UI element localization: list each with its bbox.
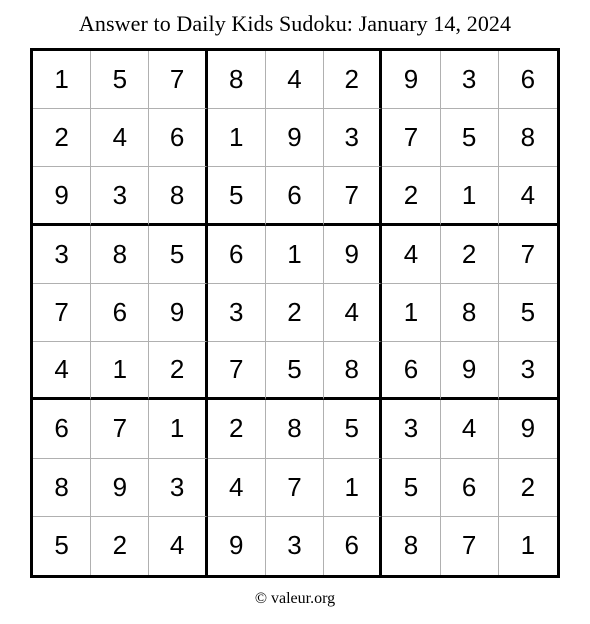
sudoku-cell: 2 xyxy=(149,342,207,400)
sudoku-cell: 1 xyxy=(91,342,149,400)
sudoku-cell: 8 xyxy=(149,167,207,225)
sudoku-cell: 3 xyxy=(208,284,266,342)
sudoku-board xyxy=(30,48,560,578)
sudoku-cell: 2 xyxy=(266,284,324,342)
sudoku-cell: 1 xyxy=(382,284,440,342)
sudoku-cell: 9 xyxy=(266,109,324,167)
sudoku-cell: 1 xyxy=(441,167,499,225)
sudoku-cell: 6 xyxy=(91,284,149,342)
sudoku-cell: 3 xyxy=(441,51,499,109)
sudoku-cell: 1 xyxy=(324,459,382,517)
sudoku-cell: 5 xyxy=(324,400,382,458)
sudoku-cell: 8 xyxy=(208,51,266,109)
sudoku-cell: 2 xyxy=(499,459,557,517)
sudoku-cell: 5 xyxy=(33,517,91,575)
sudoku-cell: 6 xyxy=(33,400,91,458)
sudoku-cell: 4 xyxy=(91,109,149,167)
sudoku-cell: 2 xyxy=(33,109,91,167)
sudoku-cell: 4 xyxy=(324,284,382,342)
sudoku-cell: 7 xyxy=(91,400,149,458)
sudoku-cell: 4 xyxy=(441,400,499,458)
sudoku-cell: 6 xyxy=(266,167,324,225)
sudoku-cell: 2 xyxy=(324,51,382,109)
sudoku-cell: 3 xyxy=(382,400,440,458)
sudoku-cell: 8 xyxy=(499,109,557,167)
sudoku-cell: 7 xyxy=(441,517,499,575)
sudoku-cell: 9 xyxy=(499,400,557,458)
sudoku-cell: 8 xyxy=(382,517,440,575)
sudoku-cell: 7 xyxy=(266,459,324,517)
sudoku-cell: 6 xyxy=(149,109,207,167)
sudoku-cell: 8 xyxy=(324,342,382,400)
sudoku-cell: 8 xyxy=(91,226,149,284)
sudoku-cell: 2 xyxy=(382,167,440,225)
sudoku-cell: 9 xyxy=(441,342,499,400)
sudoku-cell: 9 xyxy=(91,459,149,517)
sudoku-cell: 3 xyxy=(499,342,557,400)
sudoku-cell: 6 xyxy=(382,342,440,400)
sudoku-cell: 4 xyxy=(382,226,440,284)
copyright-footer: © valeur.org xyxy=(254,590,336,607)
sudoku-cell: 3 xyxy=(91,167,149,225)
sudoku-cell: 1 xyxy=(33,51,91,109)
sudoku-cell: 1 xyxy=(266,226,324,284)
sudoku-cell: 4 xyxy=(266,51,324,109)
sudoku-cell: 5 xyxy=(441,109,499,167)
sudoku-cell: 7 xyxy=(324,167,382,225)
sudoku-cell: 3 xyxy=(324,109,382,167)
sudoku-cell: 9 xyxy=(324,226,382,284)
sudoku-cell: 9 xyxy=(382,51,440,109)
sudoku-cell: 1 xyxy=(208,109,266,167)
sudoku-cell: 6 xyxy=(499,51,557,109)
sudoku-cell: 6 xyxy=(324,517,382,575)
sudoku-cell: 2 xyxy=(91,517,149,575)
sudoku-cell: 7 xyxy=(149,51,207,109)
sudoku-cell: 7 xyxy=(499,226,557,284)
sudoku-cell: 1 xyxy=(520,530,536,561)
sudoku-cell: 2 xyxy=(441,226,499,284)
sudoku-cell: 5 xyxy=(266,342,324,400)
sudoku-cell: 5 xyxy=(208,167,266,225)
sudoku-cell: 6 xyxy=(441,459,499,517)
sudoku-cell: 8 xyxy=(266,400,324,458)
sudoku-cell: 8 xyxy=(441,284,499,342)
sudoku-cell: 5 xyxy=(149,226,207,284)
sudoku-cell: 9 xyxy=(149,284,207,342)
sudoku-cell: 3 xyxy=(33,226,91,284)
sudoku-cell: 9 xyxy=(208,517,266,575)
sudoku-cell: 4 xyxy=(33,342,91,400)
sudoku-cell: 4 xyxy=(149,517,207,575)
sudoku-cell: 4 xyxy=(499,167,557,225)
sudoku-cell: 8 xyxy=(33,459,91,517)
sudoku-cell: 5 xyxy=(382,459,440,517)
sudoku-cell: 3 xyxy=(266,517,324,575)
sudoku-cell: 1 xyxy=(149,400,207,458)
sudoku-cell: 5 xyxy=(499,284,557,342)
sudoku-cell: 7 xyxy=(208,342,266,400)
sudoku-cell: 7 xyxy=(33,284,91,342)
sudoku-cell: 3 xyxy=(149,459,207,517)
page-title: Answer to Daily Kids Sudoku: January 14, 2024 xyxy=(78,11,512,36)
sudoku-cell: 4 xyxy=(208,459,266,517)
sudoku-cell: 6 xyxy=(208,226,266,284)
sudoku-cell: 2 xyxy=(208,400,266,458)
sudoku-cell: 7 xyxy=(382,109,440,167)
sudoku-cell: 9 xyxy=(33,167,91,225)
sudoku-cell: 5 xyxy=(91,51,149,109)
